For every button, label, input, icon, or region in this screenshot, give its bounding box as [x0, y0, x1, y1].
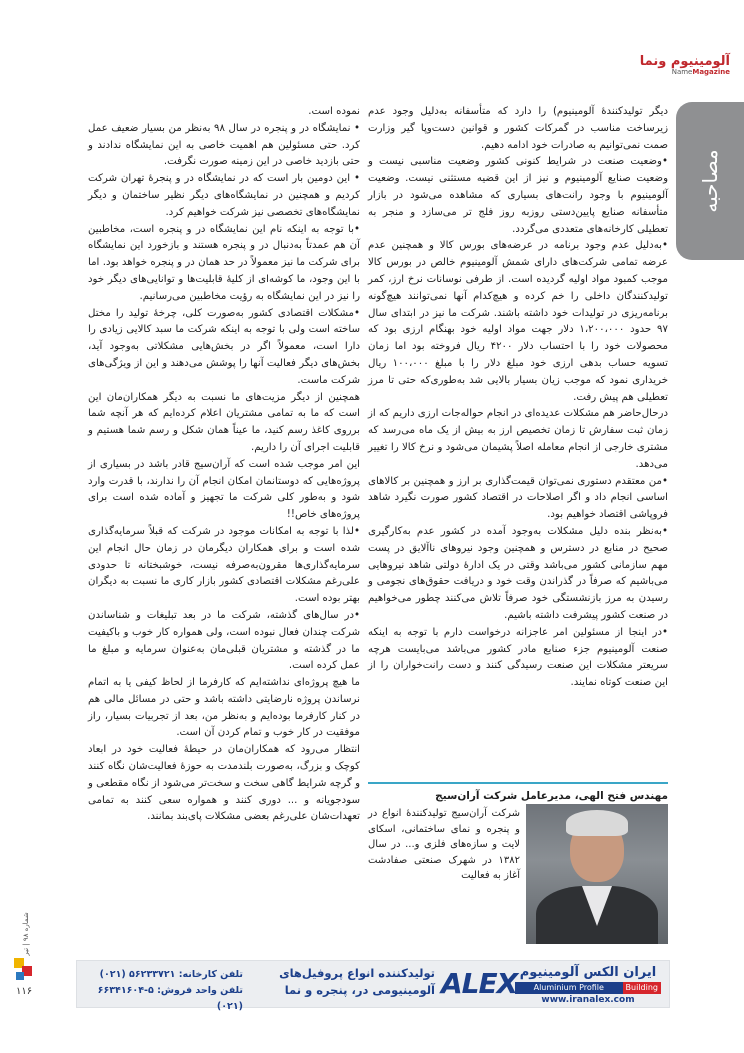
paragraph: انتظار می‌رود که همکاران‌مان در حیطۀ فعالیت خود در ابعاد کوچک و بزرگ، به‌صورت بلندمدت به حوزۀ فعالیت‌شان نگاه کنند و گرچه شرایط گاهی سخت و سخت‌تر می‌شود از نگاه مقطعی و سودجویانه و ... دوری کنند و همواره سعی کنند به تمامی تعهدات‌شان علی‌رغم بعضی مشکلات پای‌بند بمانند.: [88, 744, 360, 823]
paragraph: ما هیچ پروژه‌ای نداشته‌ایم که کارفرما از لحاظ کیفی یا به اتمام نرساندن پروژه نارضایتی داشته باشد و حتی در مسائل مالی هم در کنار کارفرما بوده‌ایم و به‌نظر من، بعد از تجربیات بسیار، راز موفقیت در کار خوب و تمام کردن آن است.: [88, 677, 360, 739]
magazine-logo: [580, 56, 730, 80]
alex-logo: ALEX: [441, 967, 518, 1000]
issue-label: شماره ۹۸ | تیر: [21, 912, 30, 956]
ad-phones: [83, 967, 243, 1015]
paragraph: • این دومین بار است که در نمایشگاه در و پنجرۀ تهران شرکت کردیم و همچنین در نمایشگاه‌های دیگر نظیر ساختمان و دیگر نمایشگاه‌های تخصصی نیز شرکت خواهیم کرد.: [88, 173, 360, 218]
paragraph: •وضعیت صنعت در شرایط کنونی کشور وضعیت مناسبی نیست و وضعیت صنایع آلومینیوم و نیز از این قضیه مستثنی نیست. وضعیت آلومینیوم با وجود رانت‌های بسیاری که مشاهده می‌شود در بازار متأسفانه صنایع پایین‌دستی روزبه روز فلج تر می‌سازد و منجر به تعطیلی کارخانه‌های متعددی می‌گردد.: [368, 156, 668, 235]
paragraph: نموده است.: [308, 106, 360, 117]
paragraph: •با توجه به اینکه نام این نمایشگاه در و پنجره است، مخاطبین آن هم عمدتاً به‌دنبال در و پنجره هستند و بازخورد این نمایشگاه برای شرکت ما نیز معمولاً در حد همان در و پنجره خواهد بود. اما با این وجود، ما کوشه‌ای از کلیۀ قابلیت‌ها و توانایی‌های دیگر خود را نیز در این نمایشگاه به رؤیت مخاطبین می‌رسانیم.: [88, 223, 360, 302]
portrait-hair: [566, 810, 628, 836]
paragraph: •در اینجا از مسئولین امر عاجزانه درخواست دارم با توجه به اینکه صنعت آلومینیوم جزء صنایع مادر کشور می‌باشد می‌بایست هرچه سریعتر مشکلات این صنعت رسیدگی کنند و دست رانت‌خواران را از این صنعت کوتاه نمایند.: [368, 626, 668, 689]
section-tab: [676, 102, 744, 260]
ad-tag-building: Building: [623, 982, 661, 994]
caption-divider: [368, 782, 668, 784]
ad-title: [243, 965, 435, 999]
photo-caption: مهندس فتح الهی، مدیرعامل شرکت آران‌سیج: [435, 790, 668, 802]
paragraph: •لذا با توجه به امکانات موجود در شرکت که قبلاً سرمایه‌گذاری شده است و برای همکاران دیگرمان در زمان حال انجام این سرمایه‌گذاری‌ها مقرون‌به‌صرفه نیست، خوشبختانه تا حدودی علی‌رغم مشکلات اقتصادی کشور بازار کاری ما نسبت به دیگران بهتر بوده است.: [88, 525, 360, 605]
paragraph: •به‌نظر بنده دلیل مشکلات به‌وجود آمده در کشور عدم به‌کارگیری صحیح در منابع در دسترس و همچنین وجود نیروهای ناآلایق در پست مهم سازمانی کشور می‌باشد وقتی در یک ادارۀ دولتی شاهد نیروهایی می‌باشیم که صرفاً در گذراندن وقت خود و دریافت حقوق‌های نجومی و رسیدن به مرز بازنشستگی خود صرفاً تلاش می‌کنند چطور می‌خواهیم در صنعت کشور پیشرفت داشته باشیم.: [368, 525, 668, 621]
section-label: مصاحبه: [698, 149, 722, 213]
logo-text: آلومینیوم ونما: [639, 54, 730, 69]
ad-brand-tags: [515, 982, 661, 994]
paragraph: •به‌دلیل عدم وجود برنامه در عرضه‌های بورس کالا و همچنین عدم عرضه تمامی شرکت‌های دارای شمش آلومینیوم خالص در بورس کالا موجب کمبود مواد اولیه گردیده است. از طرفی نوسانات نرخ ارز، کمر تولیدکنندگان داخلی را خم کرده و هیچ‌کدام آنها نمی‌توانند هیچ‌گونه برنامه‌ریزی در تولیدات خود داشته باشند. شرکت ما نیز در ابتدای سال ۹۷ حدود ۱،۲۰۰،۰۰۰ دلار جهت مواد اولیه خود بهنگام ارزی بود که محصولات خود را با احتساب دلار ۴۲۰۰ ریال فروخته بود اما زمان تسویه حساب بدهی ارزی خود مبلغ دلار را با مبلغ ۱۰۰،۰۰۰ ریال خریداری نمود که موجب زیان بسیار بالایی شد به‌طوری‌که حتی تا مرز تعطیلی هم پیش رفت.: [368, 240, 669, 403]
ad-title-line: تولیدکننده انواع پروفیل‌های: [279, 966, 435, 980]
corner-logo-icon: [14, 958, 32, 982]
paragraph: درحال‌حاضر هم مشکلات عدیده‌ای در انجام حواله‌جات ارزی داریم که از زمان ثبت سفارش تا زمان تخصیص ارز به بیش از یک ماه می‌رسد که مشتری خارجی از انجام معامله اصلاً پشیمان می‌شود و نرخ کالا را تغییر می‌دهد.: [368, 408, 668, 470]
ad-brand-block: [515, 965, 661, 1005]
left-column: [88, 104, 360, 826]
portrait-photo: [526, 804, 668, 944]
ad-phone-sales: تلفن واحد فروش: ۵-۶۶۳۴۱۶۰۴ (۰۲۱): [97, 985, 243, 1012]
company-bio: شرکت آران‌سیج تولیدکنندۀ انواع در و پنجره و نمای ساختمانی، اسکای لایت و سازه‌های فلزی و... در سال ۱۳۸۲ در شهرک صنعتی صفادشت آغاز به فعالیت: [368, 808, 520, 882]
right-column: [368, 104, 668, 692]
logo-subtitle: NameMagazine: [671, 68, 730, 76]
paragraph: همچنین از دیگر مزیت‌های ما نسبت به دیگر همکاران‌مان این است که ما به تمامی مشتریان اعلام کرده‌ایم که هر آنچه شما برروی کاغذ رسم کنید، ما عیناً همان شکل و رسم شما هستیم و قابلیت اجرای آن را داریم.: [88, 391, 360, 453]
paragraph: • نمایشگاه در و پنجره در سال ۹۸ به‌نظر من بسیار ضعیف عمل کرد. حتی مسئولین هم اهمیت خاصی به این نمایشگاه ندادند و حتی بازدید خاصی در این زمینه صورت نگرفت.: [88, 122, 360, 168]
ad-title-line: آلومینیومی در، پنجره و نما: [284, 983, 435, 997]
ad-phone-factory: تلفن کارخانه: ۵۶۲۳۳۷۲۱ (۰۲۱): [99, 969, 243, 980]
ad-url-link[interactable]: www.iranalex.com: [541, 995, 635, 1005]
logo-accent: Magazine: [692, 68, 730, 76]
paragraph: •مشکلات اقتصادی کشور به‌صورت کلی، چرخۀ تولید را مختل ساخته است ولی با توجه به اینکه شرکت ما سبد کالایی زیادی را دارا است، معمولاً اگر در بخش‌هایی مشکلاتی به‌وجود آید، بخش‌های دیگر فعالیت آنها را پوشش می‌دهند و این از ویژگی‌های شرکت ماست.: [88, 307, 360, 386]
paragraph: •در سال‌های گذشته، شرکت ما در بعد تبلیغات و شناساندن شرکت چندان فعال نبوده است، ولی همواره کار خوب و باکیفیت ما در گذشته و مشتریان قبلی‌مان به‌عنوان سرمایه و مبلغ ما عمل کرده است.: [88, 609, 360, 672]
paragraph: •من معتقدم دستوری نمی‌توان قیمت‌گذاری بر ارز و همچنین بر کالاهای اساسی انجام داد و اگر اصلاحات در اقتصاد کشور صورت نگیرد شاهد فروپاشی اقتصاد خواهیم بود.: [368, 475, 668, 521]
ad-brand-title: ایران الکس آلومینیوم: [519, 965, 657, 980]
ad-tag-profile: Aluminium Profile: [515, 982, 623, 994]
page-number: ۱۱۶: [16, 986, 33, 997]
paragraph: دیگر تولیدکنندۀ آلومینیوم) را دارد که متأسفانه به‌دلیل وجود عدم زیرساخت مناسب در گمرکات کشور و قوانین دست‌وپا گیر وزارت صمت نمی‌توانیم به صادرات خود ادامه دهیم.: [368, 106, 668, 151]
paragraph: این امر موجب شده است که آران‌سیج قادر باشد در بسیاری از پروژه‌هایی که دوستانمان امکان انجام آن را ندارند، با قدرت وارد شود و به‌طور کلی شرکت ما تجهیز و آماده شده است برای پروژه‌های خاص!!: [88, 458, 360, 521]
advertisement-banner[interactable]: [76, 960, 670, 1012]
